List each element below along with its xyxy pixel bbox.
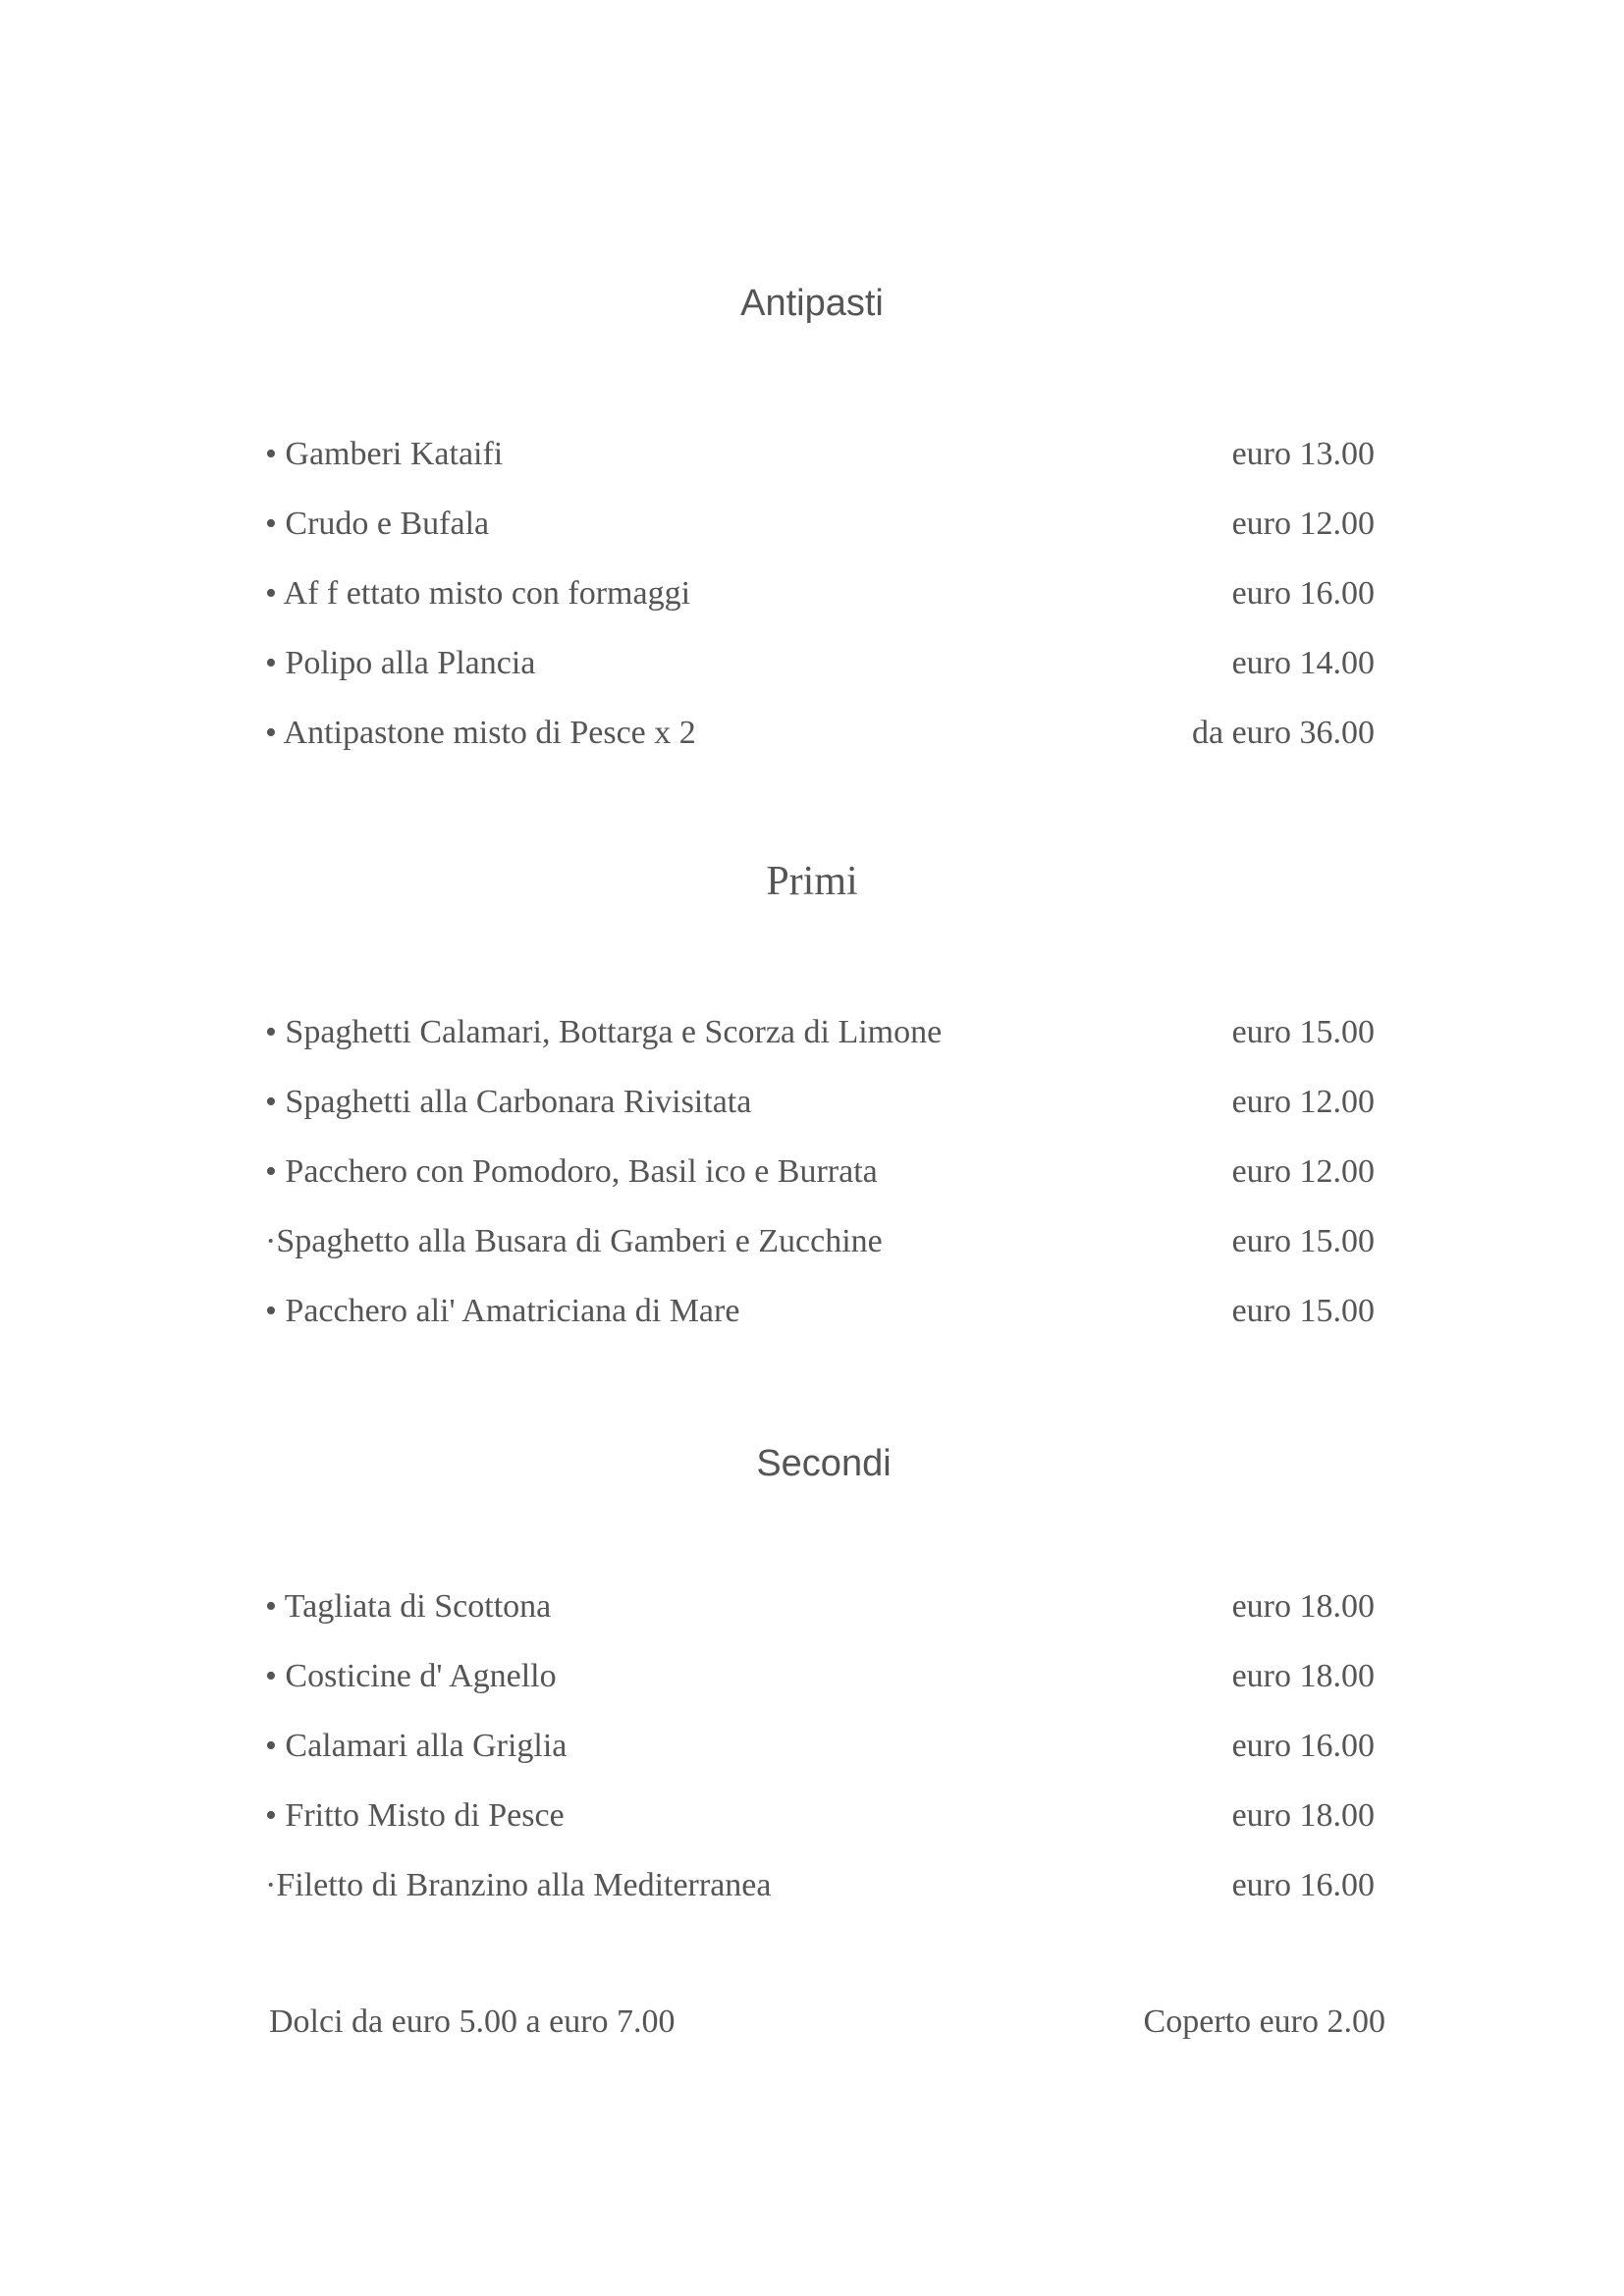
item-name: • Crudo e Bufala	[265, 506, 490, 542]
menu-item	[265, 1861, 1375, 1910]
menu-item	[265, 1791, 1375, 1841]
section-title-primi: Primi	[766, 859, 858, 904]
item-price: euro 16.00	[1231, 1728, 1375, 1764]
section-title-antipasti: Antipasti	[740, 283, 884, 324]
menu-item	[265, 1582, 1375, 1631]
item-name: ·Filetto di Branzino alla Mediterranea	[265, 1867, 772, 1903]
item-name: • Spaghetti Calamari, Bottarga e Scorza di Limone	[265, 1014, 943, 1050]
item-price: euro 12.00	[1231, 1084, 1375, 1120]
item-name: • Antipastone misto di Pesce x 2	[265, 715, 696, 751]
item-name: • Pacchero ali' Amatriciana di Mare	[265, 1293, 740, 1329]
item-name: ·Spaghetto alla Busara di Gamberi e Zucchine	[265, 1223, 883, 1259]
section-title-secondi: Secondi	[756, 1443, 892, 1484]
item-name: • Pacchero con Pomodoro, Basil ico e Burrata	[265, 1153, 878, 1190]
item-price: da euro 36.00	[1191, 715, 1375, 751]
item-price: euro 18.00	[1231, 1588, 1375, 1625]
item-name: • Tagliata di Scottona	[265, 1588, 552, 1625]
item-price: euro 18.00	[1231, 1797, 1375, 1834]
menu-item	[265, 1148, 1375, 1197]
menu-item	[265, 709, 1375, 758]
menu-item	[265, 1078, 1375, 1127]
item-price: euro 15.00	[1231, 1014, 1375, 1050]
menu-item	[265, 500, 1375, 549]
item-price: euro 13.00	[1231, 436, 1375, 472]
item-price: euro 12.00	[1231, 506, 1375, 542]
item-price: euro 15.00	[1231, 1223, 1375, 1259]
item-price: euro 16.00	[1231, 1867, 1375, 1903]
menu-item	[265, 1217, 1375, 1266]
menu-item	[265, 1652, 1375, 1701]
item-price: euro 14.00	[1231, 645, 1375, 681]
item-name: • Costicine d' Agnello	[265, 1658, 557, 1694]
menu-item	[265, 569, 1375, 618]
item-name: • Gamberi Kataifi	[265, 436, 504, 472]
item-name: • Fritto Misto di Pesce	[265, 1797, 565, 1834]
item-price: euro 16.00	[1231, 575, 1375, 612]
menu-item	[265, 639, 1375, 688]
item-name: • Polipo alla Plancia	[265, 645, 536, 681]
menu-item	[265, 1008, 1375, 1057]
item-price: euro 15.00	[1231, 1293, 1375, 1329]
item-name: • Spaghetti alla Carbonara Rivisitata	[265, 1084, 752, 1120]
item-name: • Calamari alla Griglia	[265, 1728, 568, 1764]
item-name: • Af f ettato misto con formaggi	[265, 575, 691, 612]
menu-item	[265, 1287, 1375, 1336]
coperto-note: Coperto euro 2.00	[1143, 2003, 1385, 2040]
item-price: euro 18.00	[1231, 1658, 1375, 1694]
item-price: euro 12.00	[1231, 1153, 1375, 1190]
menu-item	[265, 430, 1375, 479]
menu-item	[265, 1722, 1375, 1771]
dolci-note: Dolci da euro 5.00 a euro 7.00	[269, 2003, 676, 2040]
